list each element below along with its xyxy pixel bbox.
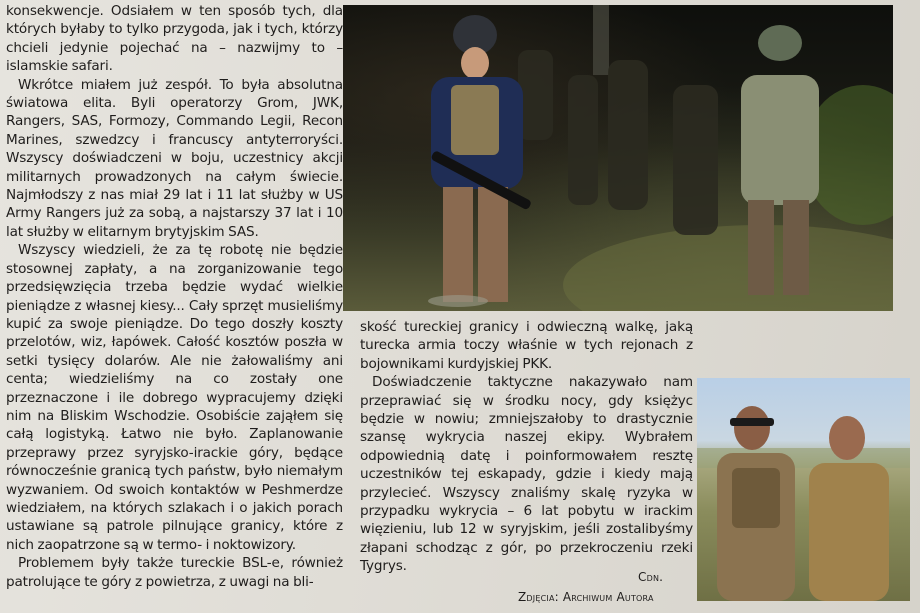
night-soldiers-photo bbox=[343, 5, 893, 311]
article-left-column bbox=[6, 2, 343, 591]
paragraph: Wkrótce miałem już zespół. To była absolutna światowa elita. Byli operatorzy Grom, JWK, Rangers, SAS, Formozy, Commando Legii, Recon Marines, szwedzcy i francuscy antyterroryści. Wszyscy doświadczeni w boju, uczestnicy akcji militarnych prowadzonych na całym świecie. Najmłodszy z nas miał 29 lat i 11 lat służby w US Army Rangers już za sobą, a najstarszy 37 lat i 10 lat służby w elitarnym brytyjskim SAS. bbox=[6, 76, 343, 240]
night-soldiers-illustration bbox=[343, 5, 893, 311]
paragraph: konsekwencje. Odsiałem w ten sposób tych, dla których byłaby to tylko przygoda, jak i tych, którzy chcieli jedynie pojechać na – nazwijmy to – islamskie safari. bbox=[6, 3, 343, 75]
photo-credit: Zdjęcia: Archiwum Autora bbox=[518, 590, 654, 604]
paragraph: skość tureckiej granicy i odwieczną walkę, jaką turecka armia toczy właśnie w tych rejonach z bojownikami kurdyjskiej PKK. bbox=[360, 319, 693, 372]
paragraph: Doświadczenie taktyczne nakazywało nam przeprawiać się w środku nocy, gdy księżyc będzie w nowiu; zmniejszałoby to drastycznie szansę wykrycia naszej ekipy. Wybrałem odpowiednią datę i poinformowałem resztę uczestników tej eskapady, gdzie i kiedy mają przylecieć. Wszyscy znaliśmy skalę ryzyka w przypadku wykrycia – 6 lat pobytu w irackim więzieniu, lub 12 w syryjskim, jeśli zostalibyśmy złapani schodząc z gór, po przekroczeniu rzeki Tygrys. bbox=[360, 374, 693, 575]
paragraph: Problemem były także tureckie BSL-e, również patrolujące te góry z powietrza, z uwagi na bli- bbox=[6, 555, 343, 590]
article-middle-column bbox=[360, 318, 693, 576]
continued-note: Cdn. bbox=[638, 570, 664, 584]
paragraph: Wszyscy wiedzieli, że za tę robotę nie będzie stosownej zapłaty, a na zorganizowanie tego przedsięwzięcia trzeba będzie wydać wielkie pieniądze z własnej kiesy... Cały sprzęt musieliśmy kupić za swoje pieniądze. Do tego doszły koszty przelotów, wiz, łapówek. Całość kosztów poszła w setki tysięcy dolarów. Ale nie żałowaliśmy ani centa; wiedzieliśmy na co zostały one przeznaczone i ile dobrego wypracujemy dzięki nim na Bliskim Wschodzie. Osobiście zająłem się całą logistyką. Łatwo nie było. Zaplanowanie przeprawy przez syryjsko-irackie góry, będące równocześnie granicą tych państw, było niemałym wyzwaniem. Od swoich kontaktów w Peshmerdze wiedziałem, na których szlakach i o jakich porach ustawiane są patrole pilnujące granicy, które z nich zaopatrzone są w termo- i noktowizory. bbox=[6, 242, 343, 553]
two-soldiers-illustration bbox=[697, 378, 910, 601]
two-soldiers-photo bbox=[697, 378, 910, 601]
